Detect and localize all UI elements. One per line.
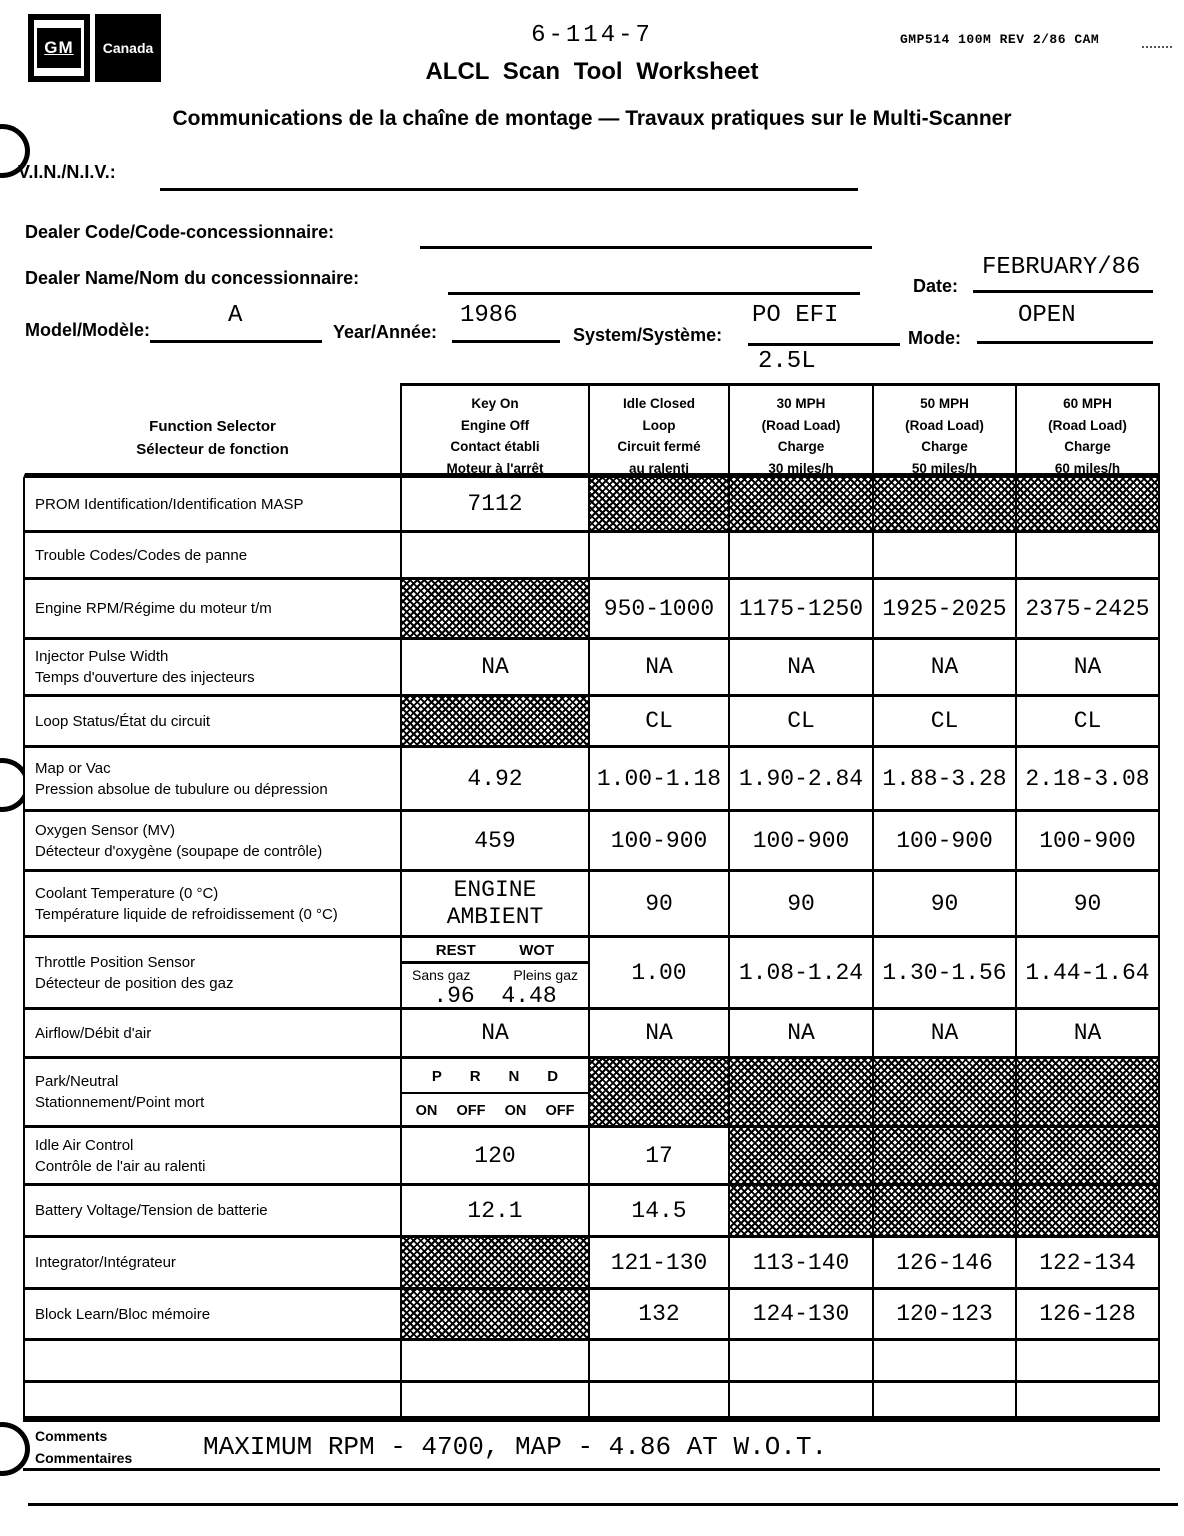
value-cell	[730, 533, 874, 577]
header-line: Charge	[921, 439, 968, 455]
row-label-cell	[25, 478, 402, 530]
value-cell: NA	[590, 1010, 730, 1056]
scan-readings-table	[23, 383, 1160, 1416]
gear-label: N	[508, 1068, 520, 1085]
shaded-cell	[402, 697, 590, 745]
tps-state-label: WOT	[519, 942, 555, 959]
row-label-line: Détecteur d'oxygène (soupape de contrôle)	[35, 842, 323, 860]
value-cell: NA	[874, 640, 1017, 694]
system-fill-line	[748, 343, 900, 346]
row-label-line: Block Learn/Bloc mémoire	[35, 1305, 211, 1323]
value-cell: 459	[402, 812, 590, 869]
worksheet-title: ALCL Scan Tool Worksheet	[425, 58, 759, 85]
value-cell: NA	[1017, 640, 1160, 694]
value-cell: 90	[874, 872, 1017, 935]
table-row	[23, 1128, 1160, 1186]
value-cell: NA	[730, 640, 874, 694]
row-label-line: Airflow/Débit d'air	[35, 1024, 152, 1042]
header-line: Function Selector	[149, 418, 276, 435]
value-cell: 2.18-3.08	[1017, 748, 1160, 809]
row-label-cell	[25, 1238, 402, 1287]
header-line: 30 miles/h	[768, 460, 834, 473]
value-cell	[402, 872, 590, 935]
row-label-line: Integrator/Intégrateur	[35, 1254, 176, 1271]
value-cell: NA	[402, 1010, 590, 1056]
gear-position-labels	[402, 1059, 588, 1094]
row-label-line: Stationnement/Point mort	[35, 1094, 205, 1111]
shaded-cell	[874, 1186, 1017, 1235]
value-cell: 124-130	[730, 1290, 874, 1338]
shaded-cell	[402, 1290, 590, 1338]
row-label-line: Coolant Temperature (0 °C)	[35, 884, 219, 902]
header-line: 30 MPH	[776, 396, 826, 411]
value-cell	[874, 533, 1017, 577]
row-label-cell	[25, 640, 402, 694]
shaded-cell	[1017, 1186, 1160, 1235]
row-label-line: Loop Status/État du circuit	[35, 712, 211, 730]
row-label-line: Idle Air Control	[35, 1136, 134, 1154]
header-line: Sélecteur de fonction	[136, 440, 289, 458]
table-row	[23, 478, 1160, 533]
value-cell	[590, 533, 730, 577]
header-line: (Road Load)	[761, 417, 841, 433]
value-cell: 90	[730, 872, 874, 935]
gear-state: ON	[504, 1103, 527, 1119]
shaded-cell	[402, 580, 590, 637]
gear-state: ON	[415, 1103, 438, 1119]
value-cell: 122-134	[1017, 1238, 1160, 1287]
dealer-name-fill-line	[448, 292, 860, 295]
row-label-cell	[25, 580, 402, 637]
value-cell	[1017, 1383, 1160, 1416]
header-line: Circuit fermé	[617, 439, 701, 455]
row-label-line: Trouble Codes/Codes de panne	[35, 546, 248, 564]
table-row	[23, 1341, 1160, 1383]
tps-sublabel: Sans gaz	[412, 967, 471, 983]
table-row	[23, 533, 1160, 580]
value-cell	[590, 1341, 730, 1380]
value-cell: 12.1	[402, 1186, 590, 1235]
column-header	[402, 383, 590, 473]
shaded-cell	[402, 1238, 590, 1287]
comments-section	[23, 1416, 1160, 1471]
header-line: Engine Off	[460, 417, 530, 433]
value-cell: CL	[730, 697, 874, 745]
row-label-line: Température liquide de refroidissement (0 °C)	[35, 905, 338, 923]
value-cell: 1.00	[590, 938, 730, 1007]
table-row	[23, 812, 1160, 872]
tps-values	[402, 983, 588, 1007]
row-label-line: Injector Pulse Width	[35, 648, 169, 665]
throttle-position-subcell	[402, 938, 590, 1007]
value-cell: NA	[874, 1010, 1017, 1056]
tps-state-headers	[402, 938, 588, 964]
row-label-line: Engine RPM/Régime du moteur t/m	[35, 600, 272, 617]
row-label-line: Temps d'ouverture des injecteurs	[35, 669, 255, 686]
table-header-row	[23, 383, 1160, 478]
system-label: System/Système:	[573, 325, 723, 345]
function-selector-header	[25, 383, 402, 473]
value-cell	[402, 1383, 590, 1416]
value-cell: 113-140	[730, 1238, 874, 1287]
header-line: Charge	[1064, 439, 1111, 455]
row-label-line: Oxygen Sensor (MV)	[35, 821, 176, 839]
value-cell: 100-900	[874, 812, 1017, 869]
value-cell: 121-130	[590, 1238, 730, 1287]
vin-fill-line	[160, 188, 858, 191]
table-row	[23, 872, 1160, 938]
value-line: AMBIENT	[446, 903, 544, 930]
comments-label	[35, 1425, 132, 1470]
date-label: Date:	[913, 276, 959, 296]
tps-french-sublabels	[402, 964, 588, 983]
row-label-cell	[25, 938, 402, 1007]
shaded-cell	[730, 478, 874, 530]
table-row	[23, 1238, 1160, 1290]
comments-label-fr: Commentaires	[35, 1450, 133, 1467]
row-label-cell	[25, 533, 402, 577]
value-cell: CL	[874, 697, 1017, 745]
gm-logo-text: GM	[37, 28, 80, 68]
table-row	[23, 938, 1160, 1010]
year-fill-line	[452, 340, 560, 343]
row-label-cell	[25, 1383, 402, 1416]
dealer-code-fill-line	[420, 246, 872, 249]
mode-fill-line	[977, 341, 1153, 344]
tps-value: .96	[433, 983, 475, 1007]
value-cell	[1017, 533, 1160, 577]
model-fill-line	[150, 340, 322, 343]
date-value: FEBRUARY/86	[982, 254, 1141, 281]
mode-label: Mode:	[908, 328, 961, 348]
column-header	[590, 383, 730, 473]
gear-state: OFF	[456, 1103, 486, 1119]
tps-sublabel: Pleins gaz	[513, 967, 578, 983]
value-cell: 1.88-3.28	[874, 748, 1017, 809]
date-fill-line	[973, 290, 1153, 293]
revision-code: GMP514 100M REV 2/86 CAM	[900, 32, 1100, 47]
row-label-line: Pression absolue de tubulure ou dépression	[35, 780, 328, 798]
value-cell: 90	[590, 872, 730, 935]
row-label-line: Détecteur de position des gaz	[35, 974, 234, 992]
value-cell: 950-1000	[590, 580, 730, 637]
value-cell: NA	[590, 640, 730, 694]
system-value-line2: 2.5L	[758, 348, 816, 375]
header-line: Charge	[777, 439, 825, 455]
scan-artifact-dashes	[1142, 46, 1172, 48]
document-number: 6-114-7	[531, 22, 653, 49]
value-cell: 7112	[402, 478, 590, 530]
comments-text: MAXIMUM RPM - 4700, MAP - 4.86 AT W.O.T.	[203, 1432, 828, 1462]
value-cell	[402, 1341, 590, 1380]
table-row	[23, 1290, 1160, 1341]
value-cell: 4.92	[402, 748, 590, 809]
shaded-cell	[874, 478, 1017, 530]
header-line: Loop	[642, 417, 676, 433]
value-cell: 17	[590, 1128, 730, 1183]
shaded-cell	[1017, 1128, 1160, 1183]
row-label-cell	[25, 1186, 402, 1235]
value-cell: 126-146	[874, 1238, 1017, 1287]
park-neutral-subcell	[402, 1059, 590, 1125]
year-label: Year/Année:	[333, 322, 438, 342]
shaded-cell	[1017, 1059, 1160, 1125]
system-value: PO EFI	[752, 302, 839, 329]
tps-value: 4.48	[501, 983, 557, 1007]
column-header	[730, 383, 874, 473]
row-label-line: Park/Neutral	[35, 1073, 119, 1090]
row-label-cell	[25, 697, 402, 745]
table-row	[23, 1383, 1160, 1416]
header-line: (Road Load)	[1048, 417, 1127, 433]
header-line: (Road Load)	[905, 417, 984, 433]
canada-logo-text: Canada	[102, 40, 154, 56]
shaded-cell	[590, 478, 730, 530]
table-row	[23, 1010, 1160, 1059]
value-cell: 100-900	[590, 812, 730, 869]
value-cell: CL	[1017, 697, 1160, 745]
table-row	[23, 1186, 1160, 1238]
value-cell: 2375-2425	[1017, 580, 1160, 637]
gear-state: OFF	[545, 1103, 575, 1119]
gear-label: P	[431, 1068, 442, 1085]
value-cell: NA	[1017, 1010, 1160, 1056]
gear-label: R	[469, 1068, 481, 1085]
comments-label-en: Comments	[35, 1428, 108, 1444]
row-label-cell	[25, 1290, 402, 1338]
value-cell: 1175-1250	[730, 580, 874, 637]
value-cell: 14.5	[590, 1186, 730, 1235]
value-cell	[402, 533, 590, 577]
row-label-cell	[25, 872, 402, 935]
value-line: ENGINE	[453, 877, 537, 904]
row-label-line: Map or Vac	[35, 759, 111, 777]
worksheet-subtitle-french: Communications de la chaîne de montage — Travaux pratiques sur le Multi-Scanner	[172, 107, 1012, 130]
shaded-cell	[730, 1059, 874, 1125]
value-cell: 1.44-1.64	[1017, 938, 1160, 1007]
value-cell	[874, 1383, 1017, 1416]
header-line: Key On	[471, 396, 519, 411]
model-value: A	[228, 302, 243, 329]
row-label-cell	[25, 812, 402, 869]
shaded-cell	[730, 1128, 874, 1183]
table-row	[23, 640, 1160, 697]
shaded-cell	[874, 1128, 1017, 1183]
tps-state-label: REST	[435, 942, 476, 959]
value-cell: 132	[590, 1290, 730, 1338]
value-cell: 1.08-1.24	[730, 938, 874, 1007]
model-label: Model/Modèle:	[25, 320, 150, 340]
shaded-cell	[1017, 478, 1160, 530]
column-header	[874, 383, 1017, 473]
header-line: 50 miles/h	[911, 460, 978, 473]
table-row	[23, 697, 1160, 748]
dealer-code-label: Dealer Code/Code-concessionnaire:	[25, 222, 335, 242]
vin-label: V.I.N./N.I.V.:	[18, 162, 116, 182]
value-cell	[730, 1341, 874, 1380]
dealer-name-label: Dealer Name/Nom du concessionnaire:	[25, 268, 360, 288]
column-header	[1017, 383, 1160, 473]
value-cell	[874, 1341, 1017, 1380]
header-line: 50 MPH	[920, 396, 969, 411]
value-cell: CL	[590, 697, 730, 745]
table-row	[23, 748, 1160, 812]
value-cell	[730, 1383, 874, 1416]
row-label-cell	[25, 748, 402, 809]
row-label-cell	[25, 1341, 402, 1380]
value-cell	[1017, 1341, 1160, 1380]
row-label-cell	[25, 1010, 402, 1056]
header-line: 60 MPH	[1063, 396, 1112, 411]
gear-label: D	[547, 1068, 559, 1085]
shaded-cell	[730, 1186, 874, 1235]
year-value: 1986	[460, 302, 518, 329]
mode-value: OPEN	[1018, 302, 1076, 329]
value-cell: 1925-2025	[874, 580, 1017, 637]
value-cell: 126-128	[1017, 1290, 1160, 1338]
shaded-cell	[590, 1059, 730, 1125]
row-label-line: PROM Identification/Identification MASP	[35, 495, 304, 513]
value-cell: 120-123	[874, 1290, 1017, 1338]
header-line: Idle Closed	[622, 396, 695, 411]
row-label-cell	[25, 1128, 402, 1183]
table-row	[23, 1059, 1160, 1128]
header-line: Contact établi	[450, 439, 540, 455]
gear-state-values	[402, 1094, 588, 1125]
row-label-line: Throttle Position Sensor	[35, 953, 196, 971]
header-line: 60 miles/h	[1054, 460, 1121, 473]
header-line: Moteur à l'arrêt	[446, 460, 544, 473]
value-cell: NA	[730, 1010, 874, 1056]
value-cell: 100-900	[1017, 812, 1160, 869]
row-label-line: Contrôle de l'air au ralenti	[35, 1157, 206, 1175]
table-row	[23, 580, 1160, 640]
value-cell	[590, 1383, 730, 1416]
value-cell: 100-900	[730, 812, 874, 869]
value-cell: 1.90-2.84	[730, 748, 874, 809]
value-cell: NA	[402, 640, 590, 694]
header-line: au ralenti	[628, 460, 690, 473]
row-label-cell	[25, 1059, 402, 1125]
value-cell: 120	[402, 1128, 590, 1183]
row-label-line: Battery Voltage/Tension de batterie	[35, 1202, 268, 1219]
value-cell: 1.30-1.56	[874, 938, 1017, 1007]
value-cell: 1.00-1.18	[590, 748, 730, 809]
comments-rule-line	[28, 1503, 1178, 1506]
shaded-cell	[874, 1059, 1017, 1125]
value-cell: 90	[1017, 872, 1160, 935]
